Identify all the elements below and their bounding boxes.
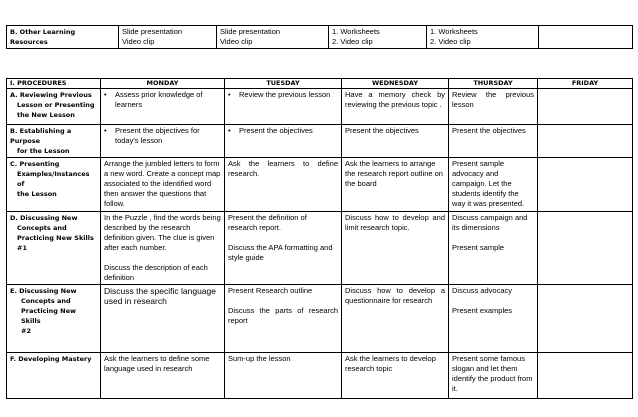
thursday-cell: Discuss campaign and its dimensions Present sample: [449, 212, 538, 285]
resources-cell-1: Slide presentation Video clip: [119, 26, 217, 49]
friday-cell: [538, 158, 633, 212]
monday-cell: Discuss the specific language used in research: [101, 285, 225, 353]
table-row: [7, 89, 633, 125]
resources-cell-3: 1. Worksheets 2. Video clip: [329, 26, 427, 49]
monday-cell: In the Puzzle , find the words being described by the research definition given. The clue is given after each number. Discuss the description of each definition: [101, 212, 225, 285]
wednesday-cell: Ask the learners to arrange the research report outline on the board: [342, 158, 449, 212]
friday-cell: [538, 285, 633, 353]
resources-cell-2: Slide presentation Video clip: [217, 26, 329, 49]
bullet-icon: •: [104, 126, 107, 135]
tuesday-cell: Present the definition of research report. Discuss the APA formatting and style guide: [225, 212, 342, 285]
header-procedures: I. PROCEDURES: [7, 79, 101, 89]
bullet-icon: •: [228, 90, 231, 99]
friday-cell: [538, 353, 633, 399]
bullet-icon: •: [228, 126, 231, 135]
resources-cell-5: [539, 26, 633, 49]
tuesday-cell: Present Research outline Discuss the parts of research report: [225, 285, 342, 353]
other-learning-resources-table: [6, 25, 633, 49]
wednesday-cell: Discuss how to develop a questionnaire for research: [342, 285, 449, 353]
header-thursday: THURSDAY: [449, 79, 538, 89]
thursday-cell: Present some famous slogan and let them identify the product from it.: [449, 353, 538, 399]
tuesday-cell: • Present the objectives: [225, 125, 342, 158]
thursday-cell: Discuss advocacy Present examples: [449, 285, 538, 353]
header-friday: FRIDAY: [538, 79, 633, 89]
procedure-cell: B. Establishing a Purpose for the Lesson: [7, 125, 101, 158]
procedure-cell: E. Discussing New Concepts and Practicing New Skills #2: [7, 285, 101, 353]
monday-cell: • Assess prior knowledge of learners: [101, 89, 225, 125]
monday-cell: Arrange the jumbled letters to form a new word. Create a concept map associated to the identified word then answer the questions that follow.: [101, 158, 225, 212]
header-monday: MONDAY: [101, 79, 225, 89]
thursday-cell: Review the previous lesson: [449, 89, 538, 125]
table-row: [7, 158, 633, 212]
friday-cell: [538, 212, 633, 285]
wednesday-cell: Ask the learners to develop research topic: [342, 353, 449, 399]
friday-cell: [538, 89, 633, 125]
monday-cell: Ask the learners to define some language used in research: [101, 353, 225, 399]
procedure-cell: A. Reviewing Previous Lesson or Presenting the New Lesson: [7, 89, 101, 125]
wednesday-cell: Discuss how to develop and limit research topic.: [342, 212, 449, 285]
thursday-cell: Present sample advocacy and campaign. Let the students identify the way it was presented.: [449, 158, 538, 212]
tuesday-cell: • Review the previous lesson: [225, 89, 342, 125]
header-row: [7, 79, 633, 89]
header-tuesday: TUESDAY: [225, 79, 342, 89]
thursday-cell: Present the objectives: [449, 125, 538, 158]
friday-cell: [538, 125, 633, 158]
tuesday-cell: Sum-up the lesson: [225, 353, 342, 399]
procedure-cell: F. Developing Mastery: [7, 353, 101, 399]
bullet-icon: •: [104, 90, 107, 99]
table-row: [7, 125, 633, 158]
tuesday-cell: Ask the learners to define research.: [225, 158, 342, 212]
resources-label: B. Other Learning Resources: [7, 26, 119, 49]
table-row: [7, 285, 633, 353]
wednesday-cell: Present the objectives: [342, 125, 449, 158]
table-row: [7, 353, 633, 399]
procedures-table: [6, 78, 633, 399]
wednesday-cell: Have a memory check by reviewing the previous topic .: [342, 89, 449, 125]
resources-cell-4: 1. Worksheets 2. Video clip: [427, 26, 539, 49]
table-row: [7, 26, 633, 49]
procedure-cell: D. Discussing New Concepts and Practicing New Skills #1: [7, 212, 101, 285]
procedure-cell: C. Presenting Examples/Instances of the Lesson: [7, 158, 101, 212]
header-wednesday: WEDNESDAY: [342, 79, 449, 89]
monday-cell: • Present the objectives for today's lesson: [101, 125, 225, 158]
table-row: [7, 212, 633, 285]
